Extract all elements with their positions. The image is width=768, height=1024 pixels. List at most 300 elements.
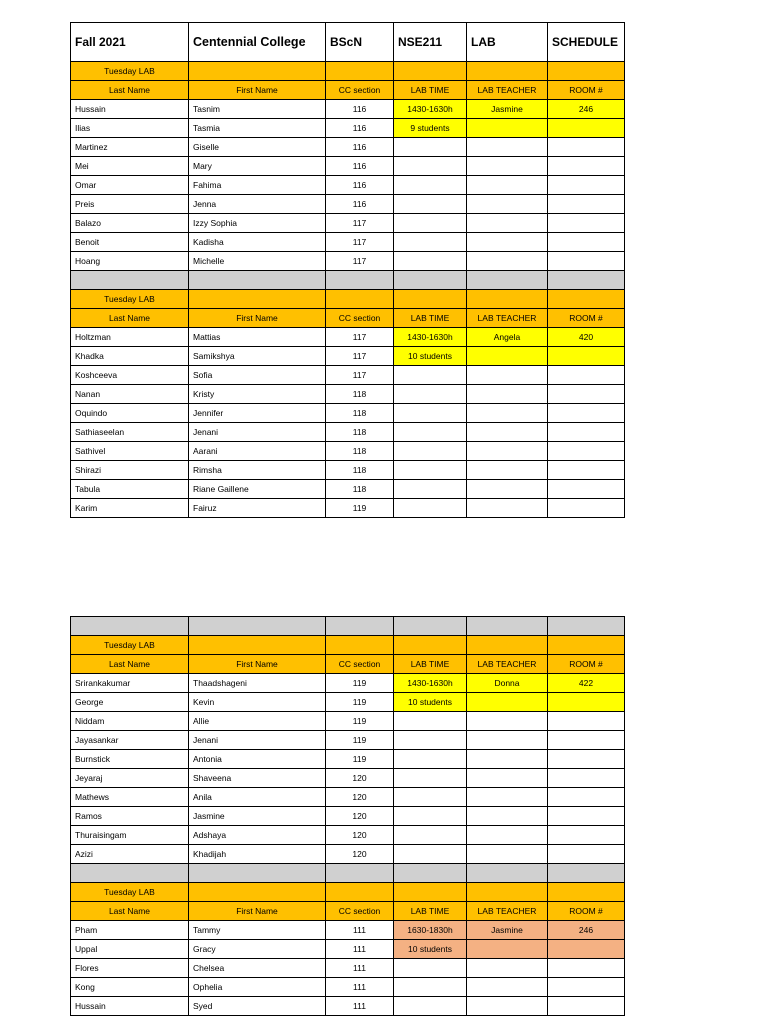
last-name-cell: Jeyaraj bbox=[71, 769, 189, 788]
first-name-cell: Mary bbox=[189, 157, 326, 176]
first-name-cell: Samikshya bbox=[189, 347, 326, 366]
empty-cell bbox=[467, 940, 548, 959]
empty-cell bbox=[326, 62, 394, 81]
column-header-first: First Name bbox=[189, 655, 326, 674]
empty-cell bbox=[467, 959, 548, 978]
last-name-cell: Ramos bbox=[71, 807, 189, 826]
empty-cell bbox=[394, 442, 467, 461]
section-cell: 120 bbox=[326, 845, 394, 864]
empty-cell bbox=[189, 290, 326, 309]
empty-cell bbox=[326, 883, 394, 902]
empty-cell bbox=[467, 423, 548, 442]
first-name-cell: Kristy bbox=[189, 385, 326, 404]
empty-cell bbox=[548, 233, 625, 252]
empty-cell bbox=[467, 461, 548, 480]
empty-cell bbox=[394, 997, 467, 1016]
empty-cell bbox=[394, 826, 467, 845]
table-row bbox=[71, 100, 625, 119]
section-cell: 120 bbox=[326, 807, 394, 826]
empty-cell bbox=[548, 959, 625, 978]
column-header-room: ROOM # bbox=[548, 902, 625, 921]
section-cell: 119 bbox=[326, 750, 394, 769]
lab-teacher-cell: Donna bbox=[467, 674, 548, 693]
table-row bbox=[71, 176, 625, 195]
last-name-cell: Koshceeva bbox=[71, 366, 189, 385]
empty-cell bbox=[189, 883, 326, 902]
column-header-first: First Name bbox=[189, 81, 326, 100]
first-name-cell: Aarani bbox=[189, 442, 326, 461]
empty-cell bbox=[394, 138, 467, 157]
table-row bbox=[71, 328, 625, 347]
lab-group-1 bbox=[71, 62, 625, 271]
last-name-cell: Nanan bbox=[71, 385, 189, 404]
student-count-cell: 10 students bbox=[394, 940, 467, 959]
first-name-cell: Allie bbox=[189, 712, 326, 731]
group-label: Tuesday LAB bbox=[71, 636, 189, 655]
table-row bbox=[71, 423, 625, 442]
empty-cell bbox=[548, 195, 625, 214]
empty-cell bbox=[467, 807, 548, 826]
empty-cell bbox=[467, 480, 548, 499]
empty-cell bbox=[548, 385, 625, 404]
room-cell: 246 bbox=[548, 100, 625, 119]
empty-cell bbox=[467, 214, 548, 233]
lab-time-cell: 1630-1830h bbox=[394, 921, 467, 940]
empty-cell bbox=[394, 845, 467, 864]
last-name-cell: Khadka bbox=[71, 347, 189, 366]
empty-cell bbox=[467, 119, 548, 138]
empty-cell bbox=[467, 347, 548, 366]
last-name-cell: Azizi bbox=[71, 845, 189, 864]
table-row bbox=[71, 921, 625, 940]
empty-cell bbox=[548, 807, 625, 826]
first-name-cell: Anila bbox=[189, 788, 326, 807]
empty-cell bbox=[548, 442, 625, 461]
table-row bbox=[71, 119, 625, 138]
section-cell: 119 bbox=[326, 499, 394, 518]
section-cell: 116 bbox=[326, 195, 394, 214]
first-name-cell: Fahima bbox=[189, 176, 326, 195]
empty-cell bbox=[394, 290, 467, 309]
table-row bbox=[71, 769, 625, 788]
table-row bbox=[71, 138, 625, 157]
empty-cell bbox=[467, 845, 548, 864]
empty-cell bbox=[548, 138, 625, 157]
room-cell: 246 bbox=[548, 921, 625, 940]
section-cell: 116 bbox=[326, 100, 394, 119]
last-name-cell: Sathivel bbox=[71, 442, 189, 461]
table-row bbox=[71, 366, 625, 385]
table-row bbox=[71, 252, 625, 271]
section-cell: 119 bbox=[326, 674, 394, 693]
schedule-cell: SCHEDULE bbox=[548, 23, 625, 62]
group-label-row bbox=[71, 290, 625, 309]
empty-cell bbox=[467, 731, 548, 750]
section-cell: 117 bbox=[326, 328, 394, 347]
empty-cell bbox=[394, 807, 467, 826]
first-name-cell: Chelsea bbox=[189, 959, 326, 978]
first-name-cell: Michelle bbox=[189, 252, 326, 271]
column-header-room: ROOM # bbox=[548, 81, 625, 100]
term-cell: Fall 2021 bbox=[71, 23, 189, 62]
first-name-cell: Kadisha bbox=[189, 233, 326, 252]
empty-cell bbox=[467, 978, 548, 997]
empty-cell bbox=[394, 385, 467, 404]
last-name-cell: Jayasankar bbox=[71, 731, 189, 750]
table-row bbox=[71, 195, 625, 214]
group-label-row bbox=[71, 883, 625, 902]
table-row bbox=[71, 385, 625, 404]
column-header-room: ROOM # bbox=[548, 309, 625, 328]
table-row bbox=[71, 157, 625, 176]
empty-cell bbox=[394, 62, 467, 81]
section-cell: 119 bbox=[326, 731, 394, 750]
lab-time-cell: 1430-1630h bbox=[394, 100, 467, 119]
empty-cell bbox=[467, 290, 548, 309]
empty-cell bbox=[548, 252, 625, 271]
room-cell: 422 bbox=[548, 674, 625, 693]
column-header-section: CC section bbox=[326, 655, 394, 674]
empty-cell bbox=[548, 997, 625, 1016]
separator-row bbox=[71, 271, 625, 290]
empty-cell bbox=[467, 195, 548, 214]
lab-teacher-cell: Jasmine bbox=[467, 921, 548, 940]
column-header-section: CC section bbox=[326, 81, 394, 100]
table-row bbox=[71, 788, 625, 807]
empty-cell bbox=[548, 883, 625, 902]
column-header-last: Last Name bbox=[71, 309, 189, 328]
lab-group-2 bbox=[71, 290, 625, 518]
course-cell: NSE211 bbox=[394, 23, 467, 62]
empty-cell bbox=[394, 480, 467, 499]
empty-cell bbox=[548, 347, 625, 366]
first-name-cell: Kevin bbox=[189, 693, 326, 712]
column-header-last: Last Name bbox=[71, 655, 189, 674]
empty-cell bbox=[467, 366, 548, 385]
empty-cell bbox=[394, 788, 467, 807]
schedule-sheet-page-2 bbox=[70, 616, 625, 1016]
column-header-first: First Name bbox=[189, 309, 326, 328]
first-name-cell: Ophelia bbox=[189, 978, 326, 997]
column-header-last: Last Name bbox=[71, 902, 189, 921]
empty-cell bbox=[548, 826, 625, 845]
column-header-teacher: LAB TEACHER bbox=[467, 81, 548, 100]
table-row bbox=[71, 404, 625, 423]
section-cell: 118 bbox=[326, 442, 394, 461]
student-count-cell: 10 students bbox=[394, 347, 467, 366]
table-row bbox=[71, 978, 625, 997]
empty-cell bbox=[548, 404, 625, 423]
first-name-cell: Sofia bbox=[189, 366, 326, 385]
first-name-cell: Jasmine bbox=[189, 807, 326, 826]
last-name-cell: Mei bbox=[71, 157, 189, 176]
first-name-cell: Mattias bbox=[189, 328, 326, 347]
first-name-cell: Thaadshageni bbox=[189, 674, 326, 693]
section-cell: 118 bbox=[326, 385, 394, 404]
first-name-cell: Riane Gaillene bbox=[189, 480, 326, 499]
empty-cell bbox=[467, 826, 548, 845]
empty-cell bbox=[467, 404, 548, 423]
empty-cell bbox=[394, 233, 467, 252]
empty-cell bbox=[326, 290, 394, 309]
empty-cell bbox=[548, 214, 625, 233]
section-cell: 120 bbox=[326, 788, 394, 807]
section-cell: 118 bbox=[326, 461, 394, 480]
table-row bbox=[71, 347, 625, 366]
table-row bbox=[71, 233, 625, 252]
section-cell: 118 bbox=[326, 404, 394, 423]
first-name-cell: Gracy bbox=[189, 940, 326, 959]
table-row bbox=[71, 674, 625, 693]
schedule-sheet-page-1 bbox=[70, 22, 625, 518]
last-name-cell: Niddam bbox=[71, 712, 189, 731]
table-row bbox=[71, 750, 625, 769]
room-cell: 420 bbox=[548, 328, 625, 347]
first-name-cell: Tasnim bbox=[189, 100, 326, 119]
student-count-cell: 9 students bbox=[394, 119, 467, 138]
table-row bbox=[71, 461, 625, 480]
table-row bbox=[71, 959, 625, 978]
first-name-cell: Rimsha bbox=[189, 461, 326, 480]
first-name-cell: Jenani bbox=[189, 423, 326, 442]
column-header-row bbox=[71, 902, 625, 921]
empty-cell bbox=[467, 176, 548, 195]
empty-cell bbox=[394, 959, 467, 978]
empty-cell bbox=[548, 978, 625, 997]
student-count-cell: 10 students bbox=[394, 693, 467, 712]
column-header-room: ROOM # bbox=[548, 655, 625, 674]
table-row bbox=[71, 807, 625, 826]
empty-cell bbox=[394, 176, 467, 195]
section-cell: 111 bbox=[326, 978, 394, 997]
last-name-cell: Oquindo bbox=[71, 404, 189, 423]
first-name-cell: Khadijah bbox=[189, 845, 326, 864]
column-header-row bbox=[71, 81, 625, 100]
empty-cell bbox=[394, 883, 467, 902]
first-name-cell: Jennifer bbox=[189, 404, 326, 423]
section-cell: 116 bbox=[326, 157, 394, 176]
empty-cell bbox=[467, 883, 548, 902]
section-cell: 120 bbox=[326, 826, 394, 845]
first-name-cell: Tammy bbox=[189, 921, 326, 940]
first-name-cell: Shaveena bbox=[189, 769, 326, 788]
column-header-teacher: LAB TEACHER bbox=[467, 309, 548, 328]
empty-cell bbox=[467, 138, 548, 157]
empty-cell bbox=[394, 423, 467, 442]
last-name-cell: Tabula bbox=[71, 480, 189, 499]
empty-cell bbox=[394, 404, 467, 423]
last-name-cell: Karim bbox=[71, 499, 189, 518]
empty-cell bbox=[548, 712, 625, 731]
section-cell: 117 bbox=[326, 366, 394, 385]
last-name-cell: Flores bbox=[71, 959, 189, 978]
empty-cell bbox=[548, 461, 625, 480]
empty-cell bbox=[467, 157, 548, 176]
lab-time-cell: 1430-1630h bbox=[394, 328, 467, 347]
section-cell: 119 bbox=[326, 693, 394, 712]
first-name-cell: Jenna bbox=[189, 195, 326, 214]
first-name-cell: Fairuz bbox=[189, 499, 326, 518]
group-label: Tuesday LAB bbox=[71, 883, 189, 902]
section-cell: 117 bbox=[326, 252, 394, 271]
empty-cell bbox=[394, 712, 467, 731]
section-cell: 118 bbox=[326, 423, 394, 442]
table-row bbox=[71, 214, 625, 233]
section-cell: 120 bbox=[326, 769, 394, 788]
column-header-row bbox=[71, 655, 625, 674]
last-name-cell: Hussain bbox=[71, 100, 189, 119]
empty-cell bbox=[548, 788, 625, 807]
group-label-row bbox=[71, 62, 625, 81]
column-header-row bbox=[71, 309, 625, 328]
column-header-time: LAB TIME bbox=[394, 655, 467, 674]
section-cell: 117 bbox=[326, 233, 394, 252]
section-cell: 111 bbox=[326, 997, 394, 1016]
program-cell: BScN bbox=[326, 23, 394, 62]
empty-cell bbox=[394, 157, 467, 176]
empty-cell bbox=[467, 62, 548, 81]
first-name-cell: Adshaya bbox=[189, 826, 326, 845]
table-row bbox=[71, 731, 625, 750]
table-row bbox=[71, 997, 625, 1016]
empty-cell bbox=[467, 712, 548, 731]
first-name-cell: Giselle bbox=[189, 138, 326, 157]
empty-cell bbox=[548, 119, 625, 138]
column-header-time: LAB TIME bbox=[394, 309, 467, 328]
empty-cell bbox=[467, 233, 548, 252]
section-cell: 116 bbox=[326, 119, 394, 138]
section-cell: 117 bbox=[326, 347, 394, 366]
column-header-section: CC section bbox=[326, 902, 394, 921]
table-row bbox=[71, 712, 625, 731]
last-name-cell: Thuraisingam bbox=[71, 826, 189, 845]
group-label: Tuesday LAB bbox=[71, 290, 189, 309]
lab-teacher-cell: Angela bbox=[467, 328, 548, 347]
lab-group-4 bbox=[71, 883, 625, 1016]
last-name-cell: Martinez bbox=[71, 138, 189, 157]
table-row bbox=[71, 442, 625, 461]
first-name-cell: Antonia bbox=[189, 750, 326, 769]
empty-cell bbox=[394, 214, 467, 233]
empty-cell bbox=[548, 423, 625, 442]
empty-cell bbox=[394, 636, 467, 655]
section-cell: 119 bbox=[326, 712, 394, 731]
first-name-cell: Syed bbox=[189, 997, 326, 1016]
last-name-cell: Omar bbox=[71, 176, 189, 195]
empty-cell bbox=[326, 636, 394, 655]
group-label-row bbox=[71, 636, 625, 655]
last-name-cell: Sathiaseelan bbox=[71, 423, 189, 442]
first-name-cell: Tasmia bbox=[189, 119, 326, 138]
separator-row bbox=[71, 864, 625, 883]
empty-cell bbox=[189, 636, 326, 655]
empty-cell bbox=[548, 499, 625, 518]
column-header-last: Last Name bbox=[71, 81, 189, 100]
lab-group-3 bbox=[71, 636, 625, 864]
separator-row bbox=[71, 617, 625, 636]
section-cell: 117 bbox=[326, 214, 394, 233]
column-header-teacher: LAB TEACHER bbox=[467, 902, 548, 921]
empty-cell bbox=[394, 195, 467, 214]
section-cell: 116 bbox=[326, 176, 394, 195]
table-row bbox=[71, 940, 625, 959]
empty-cell bbox=[548, 366, 625, 385]
first-name-cell: Jenani bbox=[189, 731, 326, 750]
section-cell: 118 bbox=[326, 480, 394, 499]
last-name-cell: Shirazi bbox=[71, 461, 189, 480]
column-header-first: First Name bbox=[189, 902, 326, 921]
empty-cell bbox=[548, 176, 625, 195]
lab-time-cell: 1430-1630h bbox=[394, 674, 467, 693]
column-header-teacher: LAB TEACHER bbox=[467, 655, 548, 674]
empty-cell bbox=[394, 461, 467, 480]
empty-cell bbox=[467, 769, 548, 788]
first-name-cell: Izzy Sophia bbox=[189, 214, 326, 233]
empty-cell bbox=[467, 636, 548, 655]
empty-cell bbox=[548, 693, 625, 712]
empty-cell bbox=[548, 290, 625, 309]
empty-cell bbox=[548, 731, 625, 750]
empty-cell bbox=[467, 385, 548, 404]
table-row bbox=[71, 826, 625, 845]
column-header-time: LAB TIME bbox=[394, 81, 467, 100]
lab-teacher-cell: Jasmine bbox=[467, 100, 548, 119]
last-name-cell: Hoang bbox=[71, 252, 189, 271]
last-name-cell: Benoit bbox=[71, 233, 189, 252]
section-cell: 111 bbox=[326, 959, 394, 978]
empty-cell bbox=[394, 769, 467, 788]
table-row bbox=[71, 499, 625, 518]
empty-cell bbox=[467, 750, 548, 769]
last-name-cell: Srirankakumar bbox=[71, 674, 189, 693]
table-row bbox=[71, 845, 625, 864]
table-row bbox=[71, 693, 625, 712]
group-label: Tuesday LAB bbox=[71, 62, 189, 81]
last-name-cell: Balazo bbox=[71, 214, 189, 233]
empty-cell bbox=[394, 366, 467, 385]
section-cell: 116 bbox=[326, 138, 394, 157]
empty-cell bbox=[548, 157, 625, 176]
column-header-time: LAB TIME bbox=[394, 902, 467, 921]
empty-cell bbox=[394, 731, 467, 750]
empty-cell bbox=[189, 62, 326, 81]
empty-cell bbox=[394, 499, 467, 518]
empty-cell bbox=[467, 442, 548, 461]
college-cell: Centennial College bbox=[189, 23, 326, 62]
header-row bbox=[71, 23, 625, 62]
last-name-cell: Pham bbox=[71, 921, 189, 940]
last-name-cell: Hussain bbox=[71, 997, 189, 1016]
last-name-cell: Kong bbox=[71, 978, 189, 997]
section-cell: 111 bbox=[326, 921, 394, 940]
empty-cell bbox=[394, 978, 467, 997]
empty-cell bbox=[548, 845, 625, 864]
empty-cell bbox=[548, 62, 625, 81]
last-name-cell: Holtzman bbox=[71, 328, 189, 347]
empty-cell bbox=[467, 693, 548, 712]
empty-cell bbox=[394, 252, 467, 271]
last-name-cell: Preis bbox=[71, 195, 189, 214]
last-name-cell: Mathews bbox=[71, 788, 189, 807]
last-name-cell: Ilias bbox=[71, 119, 189, 138]
column-header-section: CC section bbox=[326, 309, 394, 328]
last-name-cell: Burnstick bbox=[71, 750, 189, 769]
empty-cell bbox=[548, 769, 625, 788]
type-cell: LAB bbox=[467, 23, 548, 62]
empty-cell bbox=[548, 940, 625, 959]
empty-cell bbox=[467, 499, 548, 518]
empty-cell bbox=[548, 750, 625, 769]
